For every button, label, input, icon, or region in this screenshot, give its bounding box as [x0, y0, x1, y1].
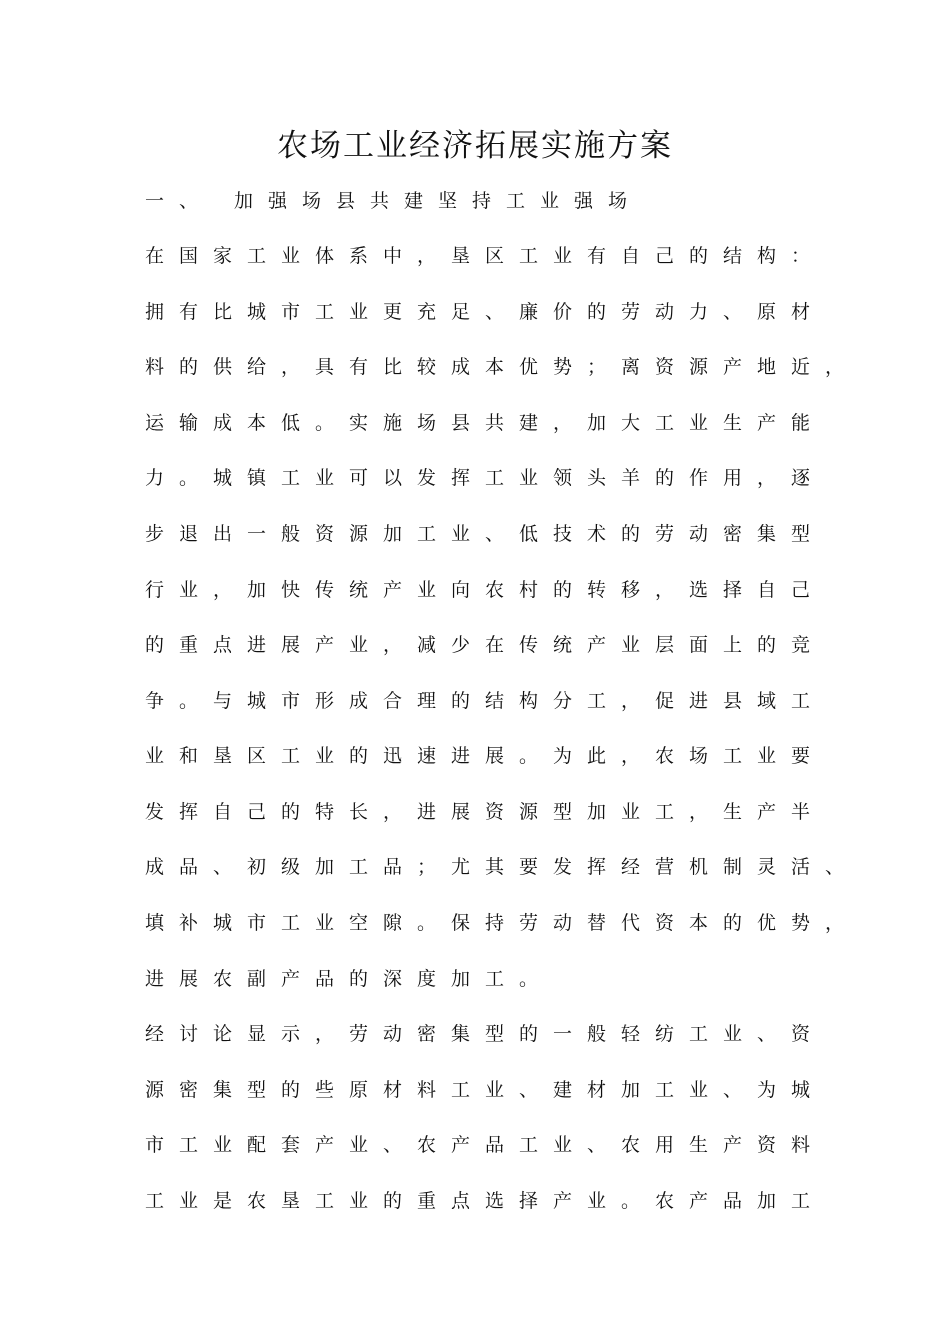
- paragraph-line: 成品、初级加工品；尤其要发挥经营机制灵活、: [145, 856, 860, 878]
- paragraph-line: 料的供给，具有比较成本优势；离资源产地近，: [145, 356, 860, 378]
- paragraph-line: 步退出一般资源加工业、低技术的劳动密集型: [145, 523, 826, 545]
- document-title: 农场工业经济拓展实施方案: [277, 128, 673, 164]
- paragraph-line: 进展农副产品的深度加工。: [145, 968, 554, 990]
- paragraph-line: 的重点进展产业，减少在传统产业层面上的竞: [145, 634, 826, 656]
- paragraph-line: 市工业配套产业、农产品工业、农用生产资料: [145, 1134, 826, 1156]
- paragraph-line: 争。与城市形成合理的结构分工，促进县域工: [145, 690, 826, 712]
- paragraph-line: 一、 加强场县共建坚持工业强场: [145, 190, 643, 212]
- paragraph-line: 拥有比城市工业更充足、廉价的劳动力、原材: [145, 301, 826, 323]
- paragraph-line: 在国家工业体系中，垦区工业有自己的结构：: [145, 245, 826, 267]
- paragraph-line: 经讨论显示，劳动密集型的一般轻纺工业、资: [145, 1023, 826, 1045]
- paragraph-line: 工业是农垦工业的重点选择产业。农产品加工: [145, 1190, 826, 1212]
- paragraph-line: 源密集型的些原材料工业、建材加工业、为城: [145, 1079, 826, 1101]
- paragraph-line: 行业，加快传统产业向农村的转移，选择自己: [145, 579, 826, 601]
- paragraph-line: 运输成本低。实施场县共建，加大工业生产能: [145, 412, 826, 434]
- paragraph-line: 业和垦区工业的迅速进展。为此，农场工业要: [145, 745, 826, 767]
- paragraph-line: 发挥自己的特长，进展资源型加业工，生产半: [145, 801, 826, 823]
- paragraph-line: 填补城市工业空隙。保持劳动替代资本的优势，: [145, 912, 860, 934]
- paragraph-line: 力。城镇工业可以发挥工业领头羊的作用，逐: [145, 467, 826, 489]
